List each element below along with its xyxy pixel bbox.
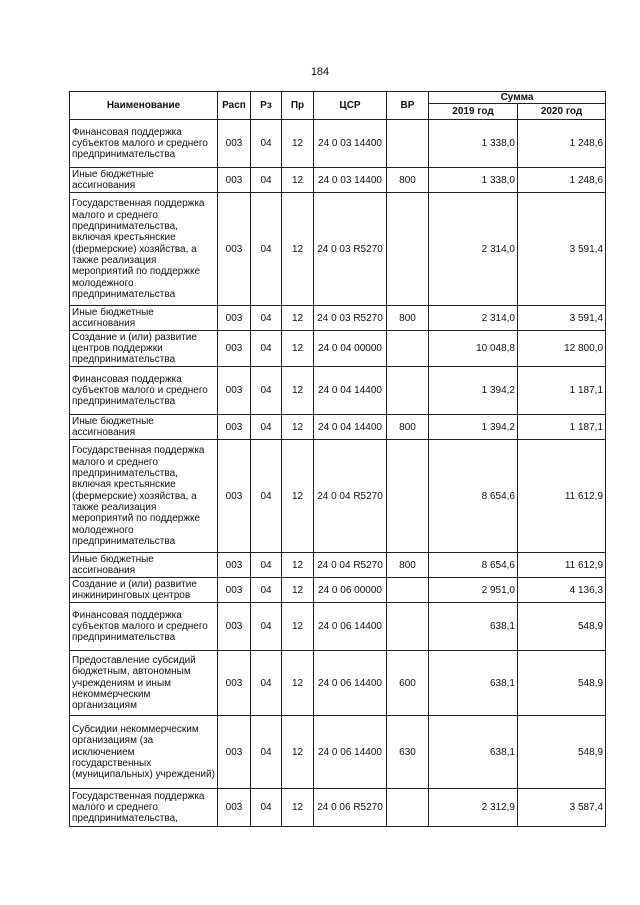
cell-vr — [387, 440, 429, 553]
cell-rasp: 003 — [218, 120, 251, 168]
cell-csr: 24 0 06 14400 — [314, 651, 387, 716]
cell-2020: 548,9 — [518, 651, 606, 716]
cell-csr: 24 0 06 14400 — [314, 716, 387, 789]
cell-csr: 24 0 04 R5270 — [314, 440, 387, 553]
cell-2020: 11 612,9 — [518, 440, 606, 553]
cell-pr: 12 — [282, 168, 314, 193]
cell-2019: 1 394,2 — [429, 415, 518, 440]
cell-rz: 04 — [251, 168, 282, 193]
cell-vr: 800 — [387, 306, 429, 331]
table-row — [70, 415, 606, 440]
cell-2019: 2 314,0 — [429, 306, 518, 331]
cell-2019: 10 048,8 — [429, 331, 518, 367]
cell-rasp: 003 — [218, 440, 251, 553]
header-rz: Рз — [251, 92, 282, 120]
table-row — [70, 120, 606, 168]
cell-csr: 24 0 03 R5270 — [314, 306, 387, 331]
cell-rasp: 003 — [218, 193, 251, 306]
cell-name: Финансовая поддержка субъектов малого и среднего предпринимательства — [70, 603, 218, 651]
table-row — [70, 603, 606, 651]
cell-rasp: 003 — [218, 306, 251, 331]
cell-vr: 800 — [387, 553, 429, 578]
cell-rasp: 003 — [218, 651, 251, 716]
cell-pr: 12 — [282, 120, 314, 168]
cell-rz: 04 — [251, 306, 282, 331]
cell-2019: 638,1 — [429, 603, 518, 651]
cell-csr: 24 0 04 14400 — [314, 415, 387, 440]
cell-csr: 24 0 04 14400 — [314, 367, 387, 415]
cell-rz: 04 — [251, 367, 282, 415]
cell-2019: 2 312,9 — [429, 789, 518, 827]
cell-2019: 1 338,0 — [429, 168, 518, 193]
cell-vr: 600 — [387, 651, 429, 716]
cell-rz: 04 — [251, 415, 282, 440]
cell-pr: 12 — [282, 716, 314, 789]
header-rasp: Расп — [218, 92, 251, 120]
table-body — [70, 120, 606, 827]
cell-pr: 12 — [282, 603, 314, 651]
cell-name: Иные бюджетные ассигнования — [70, 553, 218, 578]
cell-vr — [387, 367, 429, 415]
cell-csr: 24 0 04 R5270 — [314, 553, 387, 578]
cell-2020: 1 248,6 — [518, 120, 606, 168]
cell-pr: 12 — [282, 193, 314, 306]
cell-pr: 12 — [282, 789, 314, 827]
cell-name: Финансовая поддержка субъектов малого и среднего предпринимательства — [70, 367, 218, 415]
cell-rasp: 003 — [218, 578, 251, 603]
cell-rasp: 003 — [218, 331, 251, 367]
header-sum: Сумма — [429, 92, 606, 104]
cell-csr: 24 0 03 14400 — [314, 120, 387, 168]
page-number: 184 — [310, 66, 330, 78]
cell-name: Субсидии некоммерческим организациям (за исключением государственных (муниципальных) учреждений) — [70, 716, 218, 789]
cell-name: Финансовая поддержка субъектов малого и среднего предпринимательства — [70, 120, 218, 168]
cell-2020: 1 248,6 — [518, 168, 606, 193]
cell-rz: 04 — [251, 331, 282, 367]
cell-pr: 12 — [282, 440, 314, 553]
cell-rz: 04 — [251, 578, 282, 603]
budget-table — [69, 91, 606, 827]
cell-2019: 2 951,0 — [429, 578, 518, 603]
cell-vr — [387, 578, 429, 603]
cell-rasp: 003 — [218, 415, 251, 440]
table-row — [70, 331, 606, 367]
table-row — [70, 553, 606, 578]
table-row — [70, 789, 606, 827]
cell-csr: 24 0 03 14400 — [314, 168, 387, 193]
table-row — [70, 716, 606, 789]
cell-name: Предоставление субсидий бюджетным, автономным учреждениям и иным некоммерческим организациям — [70, 651, 218, 716]
cell-name: Иные бюджетные ассигнования — [70, 168, 218, 193]
cell-rz: 04 — [251, 120, 282, 168]
table-header — [70, 92, 606, 120]
cell-pr: 12 — [282, 367, 314, 415]
header-vr: ВР — [387, 92, 429, 120]
cell-rasp: 003 — [218, 789, 251, 827]
cell-csr: 24 0 06 14400 — [314, 603, 387, 651]
table-row — [70, 440, 606, 553]
cell-rasp: 003 — [218, 367, 251, 415]
cell-2019: 2 314,0 — [429, 193, 518, 306]
cell-2020: 11 612,9 — [518, 553, 606, 578]
cell-2019: 638,1 — [429, 716, 518, 789]
cell-pr: 12 — [282, 553, 314, 578]
cell-rz: 04 — [251, 440, 282, 553]
cell-name: Государственная поддержка малого и среднего предпринимательства, — [70, 789, 218, 827]
cell-2019: 8 654,6 — [429, 440, 518, 553]
table-row — [70, 578, 606, 603]
cell-rz: 04 — [251, 789, 282, 827]
cell-csr: 24 0 06 00000 — [314, 578, 387, 603]
cell-vr — [387, 193, 429, 306]
cell-name: Создание и (или) развитие центров поддержки предпринимательства — [70, 331, 218, 367]
cell-csr: 24 0 04 00000 — [314, 331, 387, 367]
cell-vr — [387, 120, 429, 168]
cell-2020: 4 136,3 — [518, 578, 606, 603]
cell-pr: 12 — [282, 306, 314, 331]
cell-rasp: 003 — [218, 553, 251, 578]
cell-rz: 04 — [251, 603, 282, 651]
table-row — [70, 168, 606, 193]
cell-name: Иные бюджетные ассигнования — [70, 415, 218, 440]
cell-pr: 12 — [282, 415, 314, 440]
cell-2020: 548,9 — [518, 603, 606, 651]
cell-pr: 12 — [282, 578, 314, 603]
header-name: Наименование — [70, 92, 218, 120]
cell-csr: 24 0 03 R5270 — [314, 193, 387, 306]
cell-2020: 1 187,1 — [518, 415, 606, 440]
cell-2019: 638,1 — [429, 651, 518, 716]
cell-pr: 12 — [282, 651, 314, 716]
cell-2020: 3 591,4 — [518, 306, 606, 331]
cell-2020: 548,9 — [518, 716, 606, 789]
header-2019: 2019 год — [429, 104, 518, 120]
cell-2019: 1 394,2 — [429, 367, 518, 415]
cell-2020: 1 187,1 — [518, 367, 606, 415]
table-row — [70, 367, 606, 415]
table-row — [70, 306, 606, 331]
cell-rasp: 003 — [218, 716, 251, 789]
cell-2020: 3 587,4 — [518, 789, 606, 827]
cell-2019: 1 338,0 — [429, 120, 518, 168]
cell-2020: 12 800,0 — [518, 331, 606, 367]
header-csr: ЦСР — [314, 92, 387, 120]
cell-vr — [387, 789, 429, 827]
table-row — [70, 651, 606, 716]
cell-rz: 04 — [251, 193, 282, 306]
table-row — [70, 193, 606, 306]
cell-rz: 04 — [251, 553, 282, 578]
cell-pr: 12 — [282, 331, 314, 367]
cell-2019: 8 654,6 — [429, 553, 518, 578]
cell-name: Государственная поддержка малого и среднего предпринимательства, включая крестьянские (фермерские) хозяйства, а также реализация мероприятий по поддержке молодежного предпринимательства — [70, 193, 218, 306]
cell-vr: 800 — [387, 168, 429, 193]
header-pr: Пр — [282, 92, 314, 120]
cell-name: Создание и (или) развитие инжиниринговых центров — [70, 578, 218, 603]
cell-rz: 04 — [251, 651, 282, 716]
cell-name: Государственная поддержка малого и среднего предпринимательства, включая крестьянские (фермерские) хозяйства, а также реализация мероприятий по поддержке молодежного предпринимательства — [70, 440, 218, 553]
cell-2020: 3 591,4 — [518, 193, 606, 306]
header-2020: 2020 год — [518, 104, 606, 120]
cell-rasp: 003 — [218, 603, 251, 651]
cell-rz: 04 — [251, 716, 282, 789]
cell-vr — [387, 603, 429, 651]
cell-name: Иные бюджетные ассигнования — [70, 306, 218, 331]
cell-vr: 800 — [387, 415, 429, 440]
cell-csr: 24 0 06 R5270 — [314, 789, 387, 827]
cell-rasp: 003 — [218, 168, 251, 193]
cell-vr: 630 — [387, 716, 429, 789]
cell-vr — [387, 331, 429, 367]
